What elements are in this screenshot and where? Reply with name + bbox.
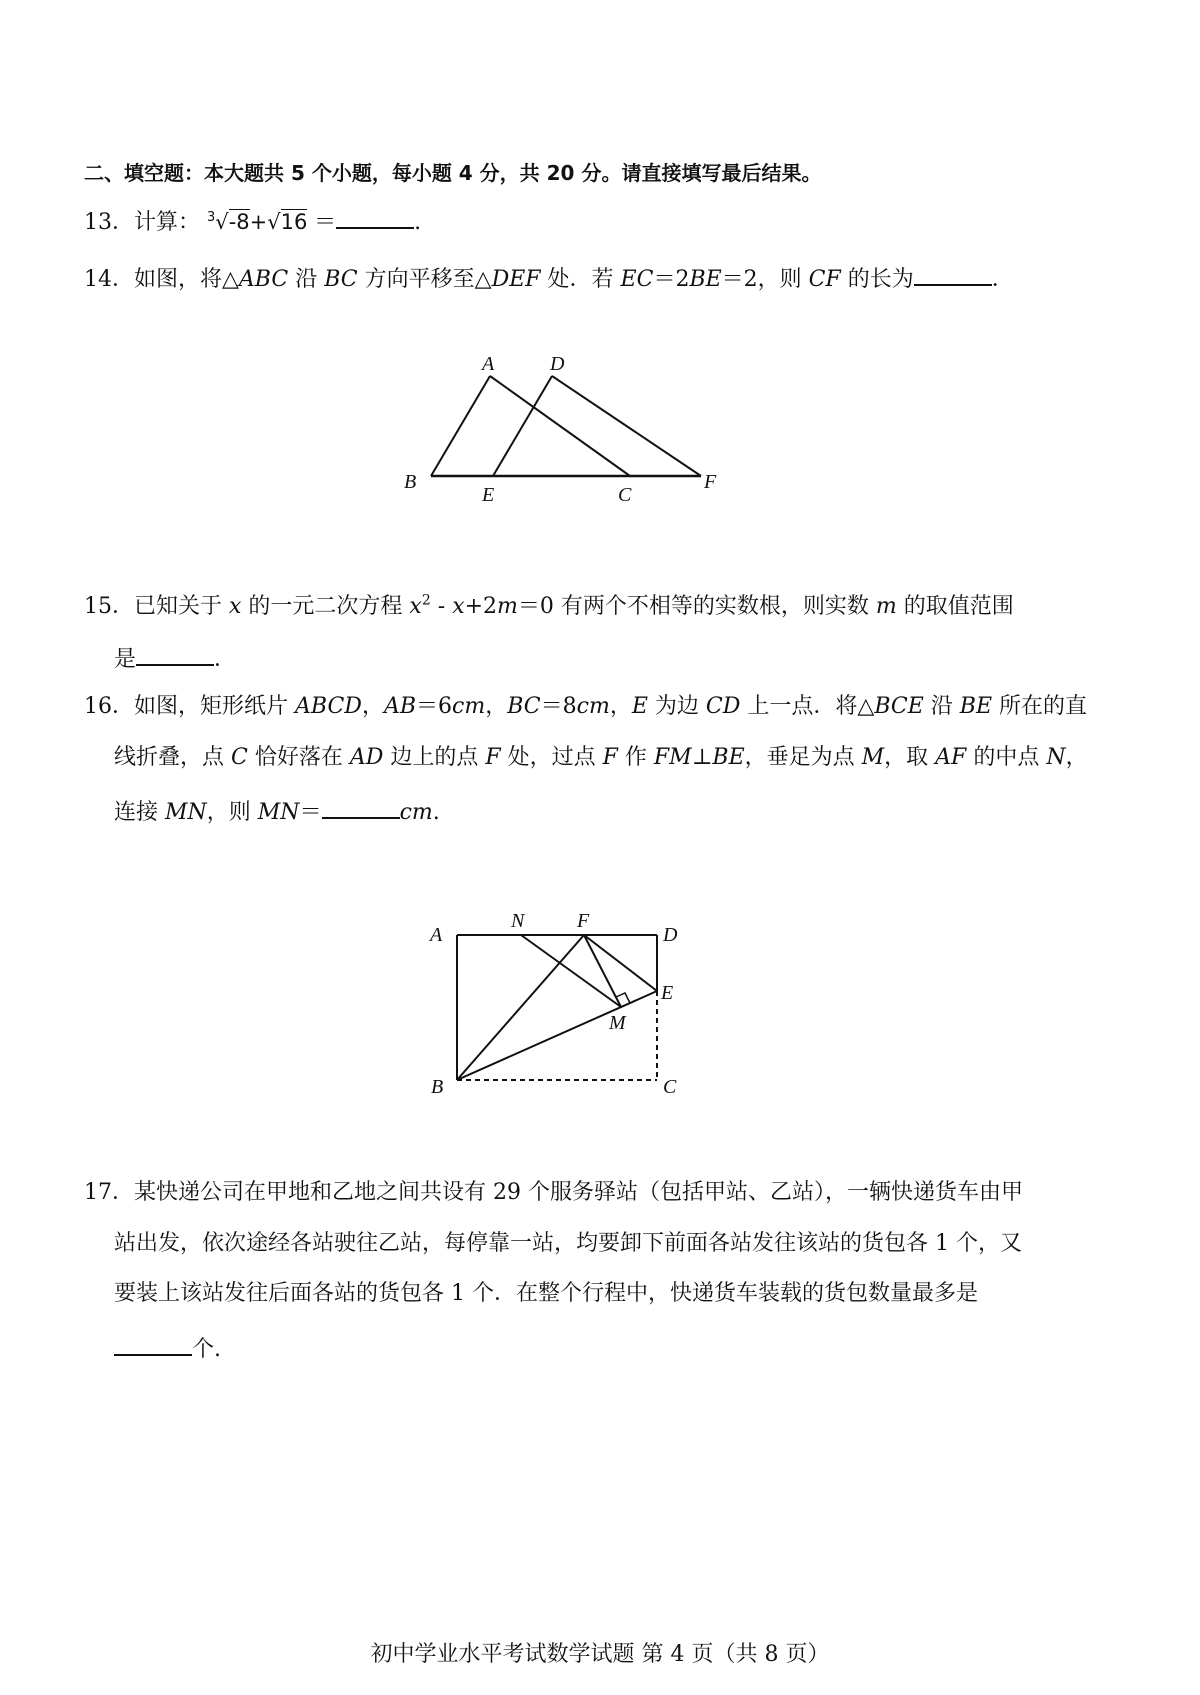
answer-blank (322, 795, 400, 819)
math-expression: $^3$√-8+√16 (207, 210, 308, 234)
segment-fm (584, 935, 621, 1007)
label-e: E (482, 484, 495, 506)
question-number: 15． (84, 594, 134, 619)
label-f: F (577, 910, 590, 932)
question-17-line-3: 要装上该站发往后面各站的货包各 1 个．在整个行程中，快递货车装载的货包数量最多是 (114, 1281, 978, 1306)
label-b: B (431, 1076, 444, 1098)
answer-blank (136, 642, 214, 666)
label-c: C (663, 1076, 677, 1098)
segment-bf (457, 935, 584, 1080)
label-a: A (482, 353, 495, 375)
question-number: 13． (84, 210, 134, 235)
answer-blank (114, 1332, 192, 1356)
question-13: 13．计算： $^3$√-8+√16 ＝ . (84, 205, 421, 238)
section-title: 二、填空题：本大题共 5 个小题，每小题 4 分，共 20 分。请直接填写最后结果。 (84, 161, 822, 185)
segment-ac (490, 376, 630, 476)
question-17-line-4: 个. (114, 1332, 221, 1365)
question-15-line-2: 是 ． (114, 642, 236, 675)
answer-blank (336, 205, 414, 229)
question-number: 17． (84, 1180, 134, 1205)
figure-translation-triangles (400, 345, 740, 520)
question-15: 15．已知关于 x 的一元二次方程 $x^2 - x+2m=0$ 有两个不相等的实数根，则实数 m 的取值范围 (84, 592, 1014, 619)
question-17: 17．某快递公司在甲地和乙地之间共设有 29 个服务驿站（包括甲站、乙站），一辆快递货车由甲 (84, 1180, 1023, 1205)
segment-fe (584, 935, 657, 991)
question-16-line-3: 连接 MN，则 MN＝ cm. (114, 795, 440, 828)
label-n: N (511, 910, 525, 932)
question-number: 14． (84, 267, 134, 292)
segment-nm (521, 935, 621, 1007)
label-d: D (663, 924, 678, 946)
question-16: 16．如图，矩形纸片 ABCD，AB＝6cm，BC＝8cm，E 为边 CD 上一点．将△BCE 沿 BE 所在的直 (84, 694, 1088, 719)
label-c: C (618, 484, 632, 506)
question-16-line-2: 线折叠，点 C 恰好落在 AD 边上的点 F 处，过点 F 作 FM⊥BE，垂足为点 M，取 AF 的中点 N， (114, 745, 1088, 770)
figure-folded-rectangle (425, 895, 705, 1100)
page-footer: 初中学业水平考试数学试题 第 4 页（共 8 页） (370, 1642, 830, 1667)
label-f: F (704, 471, 717, 493)
label-m: M (609, 1012, 626, 1034)
answer-blank (914, 262, 992, 286)
label-d: D (550, 353, 565, 375)
label-e: E (661, 982, 674, 1004)
segment-be (457, 991, 657, 1080)
segment-df (552, 376, 701, 476)
question-14: 14．如图，将△ABC 沿 BC 方向平移至△DEF 处．若 EC＝2BE＝2，则 CF 的长为 ． (84, 262, 1014, 295)
segment-de (493, 376, 552, 476)
segment-ab (431, 376, 490, 476)
label-b: B (404, 471, 417, 493)
question-17-line-2: 站出发，依次途经各站驶往乙站，每停靠一站，均要卸下前面各站发往该站的货包各 1 个，又 (114, 1231, 1022, 1256)
label-a: A (430, 924, 443, 946)
question-number: 16． (84, 694, 134, 719)
